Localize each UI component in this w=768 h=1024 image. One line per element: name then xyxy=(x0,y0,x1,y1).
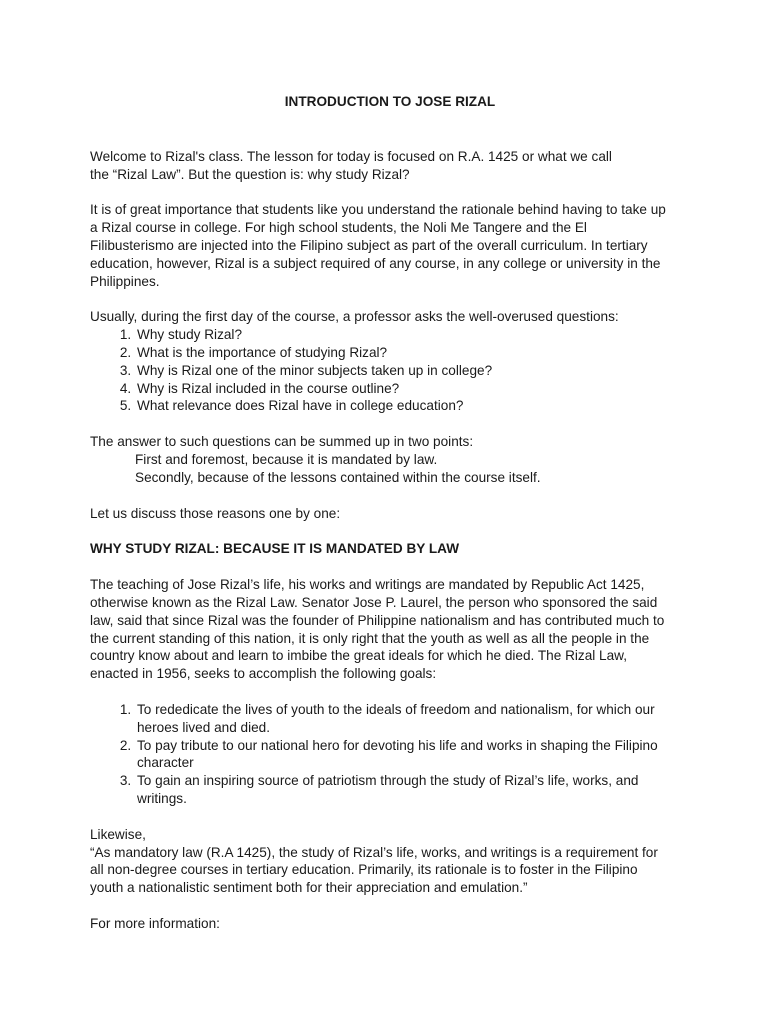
goals-list xyxy=(90,701,690,808)
list-item: 1. Why study Rizal? xyxy=(135,326,690,344)
goal-line: 2. To pay tribute to our national hero for devoting his life and works in shaping the Filipino xyxy=(137,737,658,753)
goal-line: character xyxy=(137,755,194,771)
document-body xyxy=(90,93,690,951)
teaching-line: otherwise known as the Rizal Law. Senator Jose P. Laurel, the person who sponsored the said xyxy=(90,594,658,610)
teaching-paragraph xyxy=(90,576,690,683)
likewise-paragraph xyxy=(90,826,690,897)
importance-line: Filibusterismo are injected into the Filipino subject as part of the overall curriculum. In tertiary xyxy=(90,237,648,253)
intro-line: Welcome to Rizal's class. The lesson for today is focused on R.A. 1425 or what we call xyxy=(90,148,612,164)
quote-line: all non-degree courses in tertiary education. Primarily, its rationale is to foster in the Filipino xyxy=(90,862,638,878)
document-title: INTRODUCTION TO JOSE RIZAL xyxy=(284,94,496,109)
goal-line: 1. To rededicate the lives of youth to the ideals of freedom and nationalism, for which our xyxy=(137,701,655,717)
quote-line: youth a nationalistic sentiment both for their appreciation and emulation.” xyxy=(90,880,528,896)
goal-line: 3. To gain an inspiring source of patriotism through the study of Rizal’s life, works, and xyxy=(137,773,639,789)
discuss-paragraph: Let us discuss those reasons one by one: xyxy=(90,505,341,521)
answer-intro: The answer to such questions can be summed up in two points: xyxy=(90,434,474,450)
teaching-line: country know about and learn to imbibe the great ideals for which he died. The Rizal Law, xyxy=(90,648,628,664)
teaching-line: The teaching of Jose Rizal’s life, his works and writings are mandated by Republic Act 1425, xyxy=(90,577,645,593)
more-info: For more information: xyxy=(90,915,220,931)
answer-paragraph xyxy=(90,433,690,486)
teaching-line: law, said that since Rizal was the founder of Philippine nationalism and has contributed much to xyxy=(90,612,665,628)
section-heading: WHY STUDY RIZAL: BECAUSE IT IS MANDATED BY LAW xyxy=(90,541,460,557)
questions-list xyxy=(90,326,690,415)
quote-line: “As mandatory law (R.A 1425), the study of Rizal’s life, works, and writings is a requirement for xyxy=(90,844,658,860)
intro-paragraph xyxy=(90,148,690,184)
teaching-line: the current standing of this nation, it is only right that the youth as well as all the people in the xyxy=(90,630,650,646)
importance-line: Philippines. xyxy=(90,273,160,289)
list-item xyxy=(135,701,690,737)
list-item xyxy=(135,772,690,808)
list-item: 5. What relevance does Rizal have in college education? xyxy=(135,397,690,415)
questions-intro: Usually, during the first day of the course, a professor asks the well-overused questions: xyxy=(90,309,619,325)
answer-point: Secondly, because of the lessons contained within the course itself. xyxy=(135,469,541,485)
list-item: 4. Why is Rizal included in the course outline? xyxy=(135,380,690,398)
list-item xyxy=(135,737,690,773)
list-item: 2. What is the importance of studying Rizal? xyxy=(135,344,690,362)
goal-line: heroes lived and died. xyxy=(137,719,271,735)
intro-line: the “Rizal Law”. But the question is: why study Rizal? xyxy=(90,166,410,182)
importance-line: It is of great importance that students like you understand the rationale behind having to take up xyxy=(90,202,666,218)
answer-point: First and foremost, because it is mandated by law. xyxy=(135,451,438,467)
teaching-line: enacted in 1956, seeks to accomplish the following goals: xyxy=(90,666,437,682)
goal-line: writings. xyxy=(137,790,187,806)
list-item: 3. Why is Rizal one of the minor subjects taken up in college? xyxy=(135,362,690,380)
importance-line: education, however, Rizal is a subject required of any course, in any college or university in the xyxy=(90,255,661,271)
importance-paragraph xyxy=(90,201,690,290)
likewise-label: Likewise, xyxy=(90,826,146,842)
importance-line: a Rizal course in college. For high school students, the Noli Me Tangere and the El xyxy=(90,220,587,236)
